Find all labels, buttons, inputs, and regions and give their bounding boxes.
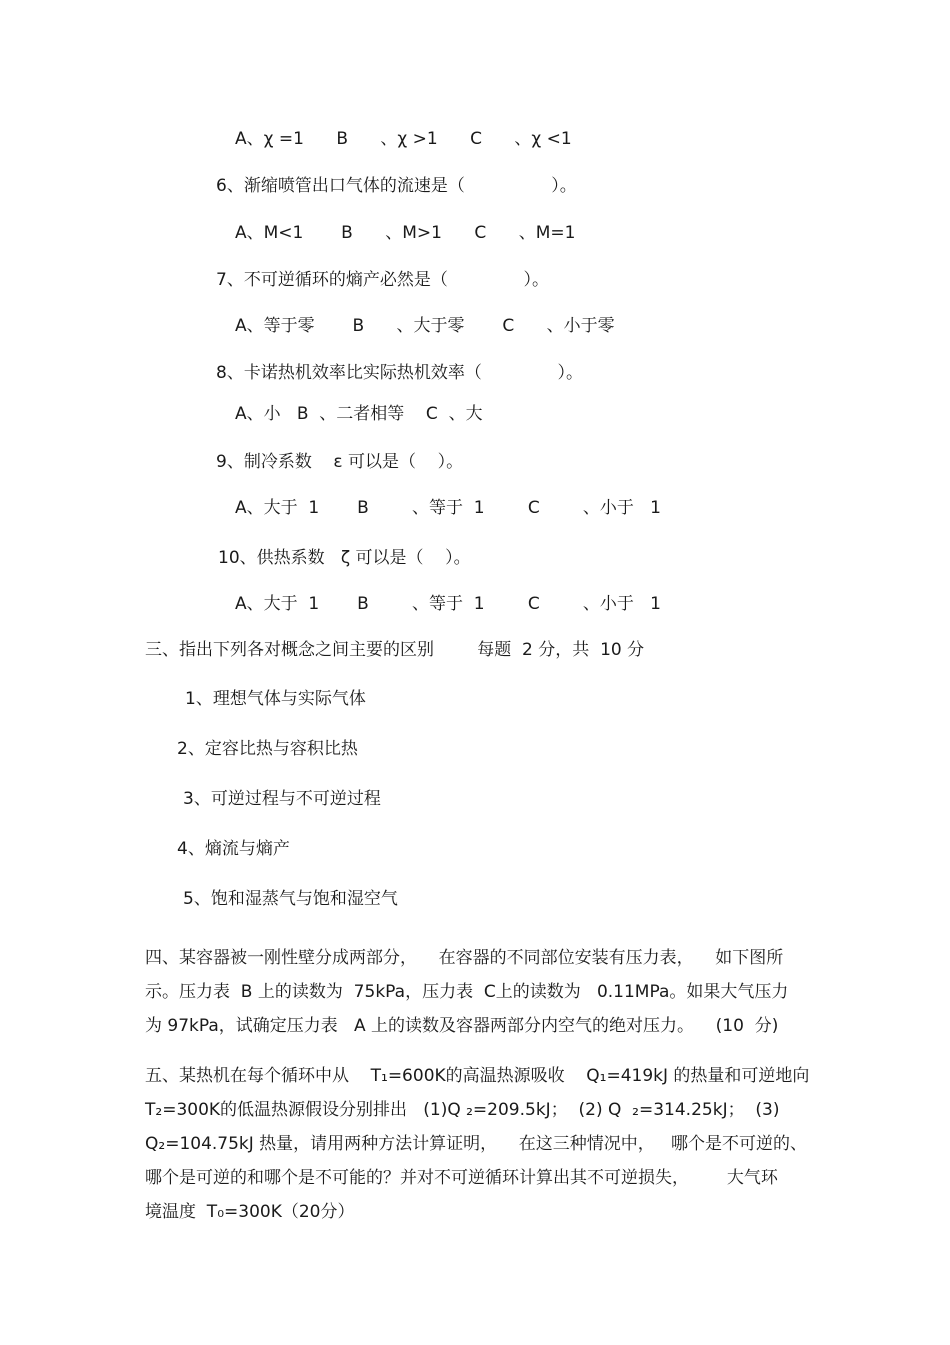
- section5-line: 哪个是可逆的和哪个是不可能的？并对不可逆循环计算出其不可逆损失， 大气环: [145, 1168, 778, 1188]
- q9-stem: 9、制冷系数 ε 可以是（ ）。: [216, 452, 464, 472]
- q10-stem: 10、供热系数 ζ 可以是（ ）。: [218, 548, 471, 568]
- section5-line: T₂=300K的低温热源假设分别排出 (1)Q ₂=209.5kJ； (2) Q ₂=314.25kJ； (3): [145, 1100, 780, 1120]
- section3-item: 3、可逆过程与不可逆过程: [183, 789, 381, 809]
- section5-line: Q₂=104.75kJ 热量，请用两种方法计算证明， 在这三种情况中， 哪个是不可逆的、: [145, 1134, 808, 1154]
- section4-line: 示。压力表 B 上的读数为 75kPa，压力表 C上的读数为 0.11MPa。如果大气压力: [145, 982, 789, 1002]
- section5-line: 五、某热机在每个循环中从 T₁=600K的高温热源吸收 Q₁=419kJ 的热量和可逆地向: [145, 1066, 810, 1086]
- q6-options: A、M<1 B 、M>1 C 、M=1: [235, 223, 576, 243]
- q6-stem: 6、渐缩喷管出口气体的流速是（ ）。: [216, 176, 577, 196]
- section3-item: 2、定容比热与容积比热: [177, 739, 358, 759]
- section4-line: 为 97kPa，试确定压力表 A 上的读数及容器两部分内空气的绝对压力。 (10 分): [145, 1016, 779, 1036]
- section3-item: 4、熵流与熵产: [177, 839, 290, 859]
- q7-options: A、等于零 B 、大于零 C 、小于零: [235, 316, 615, 336]
- section5-problem: [145, 1059, 810, 1229]
- q8-options: A、小 B 、二者相等 C 、大: [235, 404, 483, 424]
- section4-problem: [145, 941, 810, 1043]
- section3-heading: 三、指出下列各对概念之间主要的区别 每题 2 分，共 10 分: [145, 640, 645, 660]
- q5-options: A、χ =1 B 、χ >1 C 、χ <1: [235, 129, 572, 149]
- section3-item: 1、理想气体与实际气体: [185, 689, 366, 709]
- q10-options: A、大于 1 B 、等于 1 C 、小于 1: [235, 594, 661, 614]
- q8-stem: 8、卡诺热机效率比实际热机效率（ ）。: [216, 363, 583, 383]
- section3-item: 5、饱和湿蒸气与饱和湿空气: [183, 889, 398, 909]
- q7-stem: 7、不可逆循环的熵产必然是（ ）。: [216, 270, 549, 290]
- q9-options: A、大于 1 B 、等于 1 C 、小于 1: [235, 498, 661, 518]
- section4-line: 四、某容器被一刚性壁分成两部分， 在容器的不同部位安装有压力表， 如下图所: [145, 948, 784, 968]
- section5-line: 境温度 T₀=300K（20分）: [145, 1202, 355, 1222]
